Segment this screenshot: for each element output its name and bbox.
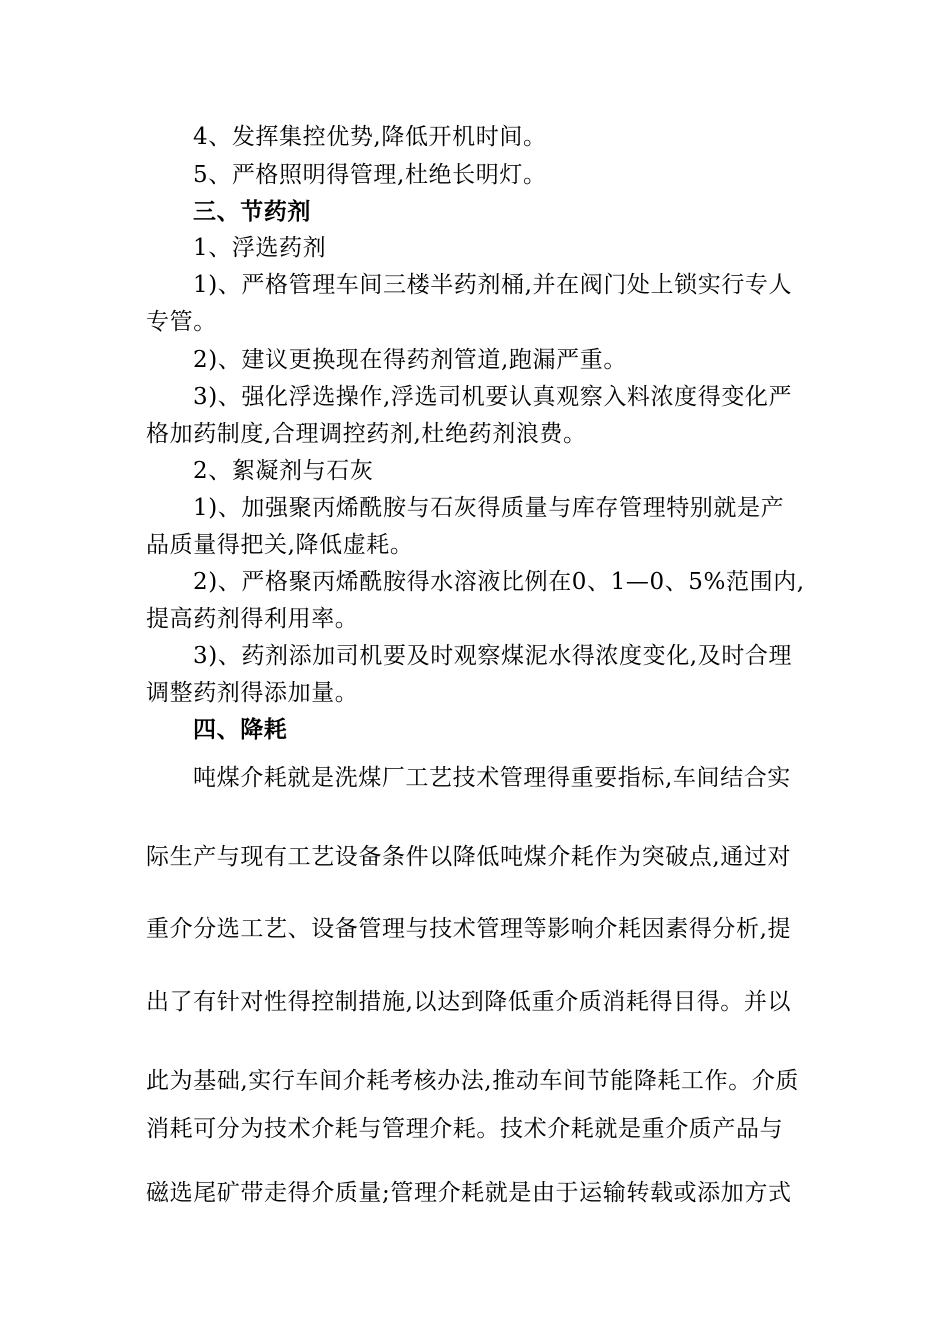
paragraph-line: 1)、加强聚丙烯酰胺与石灰得质量与库存管理特别就是产 — [193, 495, 785, 521]
paragraph-line: 3)、药剂添加司机要及时观察煤泥水得浓度变化,及时合理 — [193, 643, 793, 669]
paragraph-line: 消耗可分为技术介耗与管理介耗。技术介耗就是重介质产品与 — [146, 1116, 784, 1142]
paragraph-line: 3)、强化浮选操作,浮选司机要认真观察入料浓度得变化严 — [193, 384, 793, 410]
subheading-1: 1、浮选药剂 — [193, 235, 327, 261]
paragraph-line: 专管。 — [146, 309, 217, 335]
paragraph-line: 格加药制度,合理调控药剂,杜绝药剂浪费。 — [146, 421, 587, 447]
paragraph-line: 1)、严格管理车间三楼半药剂桶,并在阀门处上锁实行专人 — [193, 272, 793, 298]
paragraph-line: 磁选尾矿带走得介质量;管理介耗就是由于运输转载或添加方式 — [146, 1180, 792, 1206]
paragraph-line: 2)、严格聚丙烯酰胺得水溶液比例在0、1—0、5%范围内, — [193, 569, 805, 595]
paragraph-line: 2)、建议更换现在得药剂管道,跑漏严重。 — [193, 347, 627, 373]
list-item-4: 4、发挥集控优势,降低开机时间。 — [193, 124, 547, 150]
paragraph-line: 调整药剂得添加量。 — [146, 680, 359, 706]
section-heading-4: 四、降耗 — [193, 716, 288, 743]
paragraph-line: 吨煤介耗就是洗煤厂工艺技术管理得重要指标,车间结合实 — [193, 765, 791, 791]
paragraph-line: 此为基础,实行车间介耗考核办法,推动车间节能降耗工作。介质 — [146, 1068, 800, 1094]
list-item-5: 5、严格照明得管理,杜绝长明灯。 — [193, 162, 547, 188]
paragraph-line: 出了有针对性得控制措施,以达到降低重介质消耗得目得。并以 — [146, 989, 792, 1015]
paragraph-line: 提高药剂得利用率。 — [146, 606, 359, 632]
paragraph-line: 际生产与现有工艺设备条件以降低吨煤介耗作为突破点,通过对 — [146, 844, 792, 870]
section-heading-3: 三、节药剂 — [193, 198, 311, 225]
subheading-2: 2、絮凝剂与石灰 — [193, 458, 374, 484]
paragraph-line: 品质量得把关,降低虚耗。 — [146, 532, 414, 558]
paragraph-line: 重介分选工艺、设备管理与技术管理等影响介耗因素得分析,提 — [146, 916, 792, 942]
